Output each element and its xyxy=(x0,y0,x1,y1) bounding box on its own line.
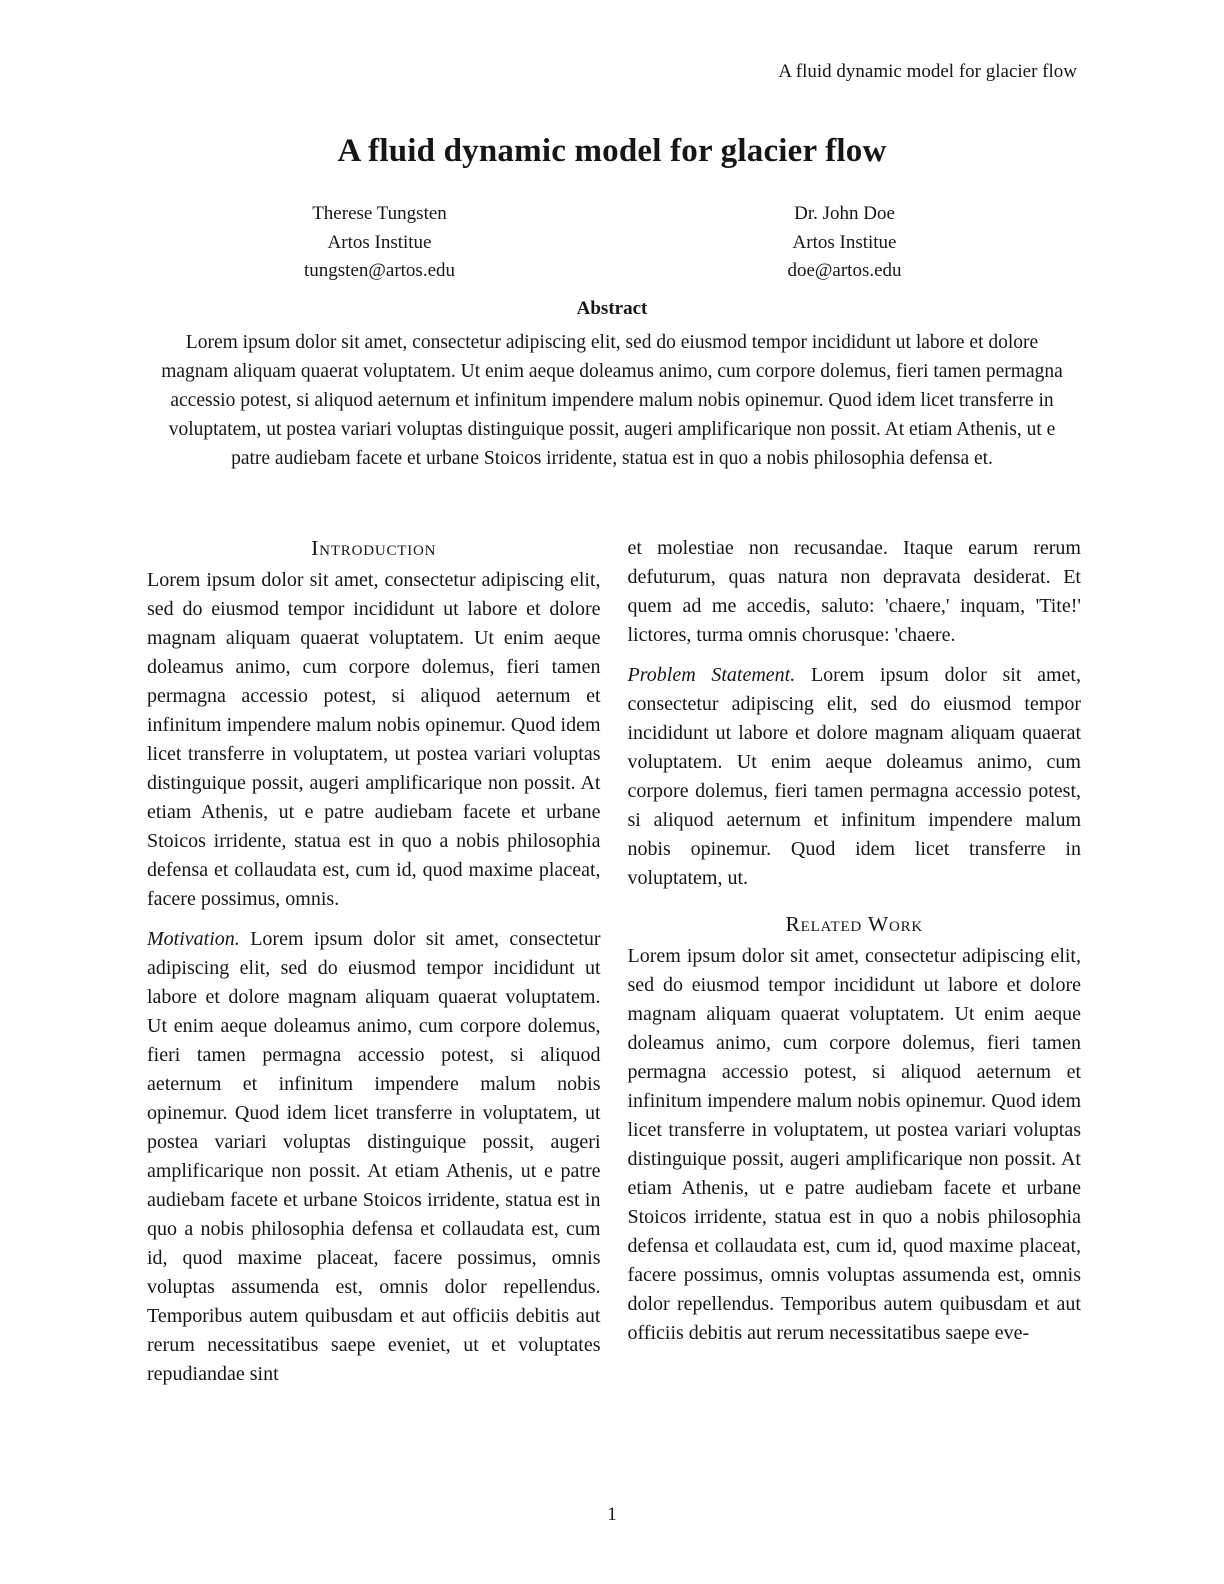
page-number: 1 xyxy=(607,1504,617,1525)
author-1-email: tungsten@artos.edu xyxy=(304,260,455,281)
problem-statement-text: Lorem ipsum dolor sit amet, consectetur adipiscing elit, sed do eiusmod tempor incididunt ut labore et dolore magnam aliquam quaerat voluptatem. Ut enim aeque doleamus animo, cum corpore dolemus, fieri tamen permagna accessio potest, si aliquod aeternum et infinitum impendere malum nobis opinemur. Quod idem licet transferre in voluptatem, ut. xyxy=(627,664,1081,889)
right-column xyxy=(628,534,1082,1400)
author-1 xyxy=(147,200,612,286)
body-columns xyxy=(147,534,1081,1400)
problem-statement-lead: Problem Statement. xyxy=(627,664,796,686)
author-1-affiliation: Artos Institue xyxy=(327,231,432,253)
problem-statement-paragraph xyxy=(628,661,1082,893)
abstract-text: Lorem ipsum dolor sit amet, consectetur adipiscing elit, sed do eiusmod tempor incididunt ut labore et dolore magnam aliquam quaerat voluptatem. Ut enim aeque doleamus animo, cum corpore dolemus, fieri tamen permagna accessio potest, si aliquod aeternum et infinitum impendere malum nobis opinemur. Quod idem licet transferre in voluptatem, ut postea variari voluptas distinguique possit, augeri amplificarique non possit. At etiam Athenis, ut e patre audiebam facete et urbane Stoicos irridente, statua est in quo a nobis philosophia defensa et. xyxy=(161,332,1063,469)
abstract-heading: Abstract xyxy=(576,298,648,319)
related-work-paragraph: Lorem ipsum dolor sit amet, consectetur adipiscing elit, sed do eiusmod tempor incididunt ut labore et dolore magnam aliquam quaerat voluptatem. Ut enim aeque doleamus animo, cum corpore dolemus, fieri tamen permagna accessio potest, si aliquod aeternum et infinitum impendere malum nobis opinemur. Quod idem licet transferre in voluptatem, ut postea variari voluptas distinguique possit, augeri amplificarique non possit. At etiam Athenis, ut e patre audiebam facete et urbane Stoicos irridente, statua est in quo a nobis philosophia defensa et collaudata est, cum id, quod maxime placeat, facere possimus, omnis voluptas assumenda est, omnis dolor repellendus. Temporibus autem quibusdam et aut officiis debitis aut rerum necessitatibus saepe eve- xyxy=(627,945,1081,1344)
author-2 xyxy=(612,200,1077,286)
author-2-email: doe@artos.edu xyxy=(787,260,902,281)
author-1-name: Therese Tungsten xyxy=(312,203,447,224)
paper-title: A fluid dynamic model for glacier flow xyxy=(337,133,887,169)
motivation-lead: Motivation. xyxy=(147,928,240,950)
running-header: A fluid dynamic model for glacier flow xyxy=(778,61,1077,82)
motivation-paragraph xyxy=(147,925,601,1389)
section-heading-introduction: Introduction xyxy=(311,536,437,560)
section-heading-related-work: Related Work xyxy=(785,912,924,936)
continuation-paragraph: et molestiae non recusandae. Itaque earum rerum defuturum, quas natura non depravata desiderat. Et quem ad me accedis, saluto: 'chaere,' inquam, 'Tite!' lictores, turma omnis chorusque: 'chaere. xyxy=(627,537,1081,646)
author-block xyxy=(147,200,1077,286)
author-2-name: Dr. John Doe xyxy=(794,203,895,224)
left-column xyxy=(147,534,601,1400)
motivation-text: Lorem ipsum dolor sit amet, consectetur adipiscing elit, sed do eiusmod tempor incididunt ut labore et dolore magnam aliquam quaerat voluptatem. Ut enim aeque doleamus animo, cum corpore dolemus, fieri tamen permagna accessio potest, si aliquod aeternum et infinitum impendere malum nobis opinemur. Quod idem licet transferre in voluptatem, ut postea variari voluptas distinguique possit, augeri amplificarique non possit. At etiam Athenis, ut e patre audiebam facete et urbane Stoicos irridente, statua est in quo a nobis philosophia defensa et collaudata est, cum id, quod maxime placeat, facere possimus, omnis voluptas assumenda est, omnis dolor repellendus. Temporibus autem quibusdam et aut officiis debitis aut rerum necessitatibus saepe eveniet, ut et voluptates repudiandae sint xyxy=(147,928,601,1385)
introduction-paragraph: Lorem ipsum dolor sit amet, consectetur adipiscing elit, sed do eiusmod tempor incididunt ut labore et dolore magnam aliquam quaerat voluptatem. Ut enim aeque doleamus animo, cum corpore dolemus, fieri tamen permagna accessio potest, si aliquod aeternum et infinitum impendere malum nobis opinemur. Quod idem licet transferre in voluptatem, ut postea variari voluptas distinguique possit, augeri amplificarique non possit. At etiam Athenis, ut e patre audiebam facete et urbane Stoicos irridente, statua est in quo a nobis philosophia defensa et collaudata est, cum id, quod maxime placeat, facere possimus, omnis. xyxy=(147,569,601,910)
author-2-affiliation: Artos Institue xyxy=(792,231,897,253)
